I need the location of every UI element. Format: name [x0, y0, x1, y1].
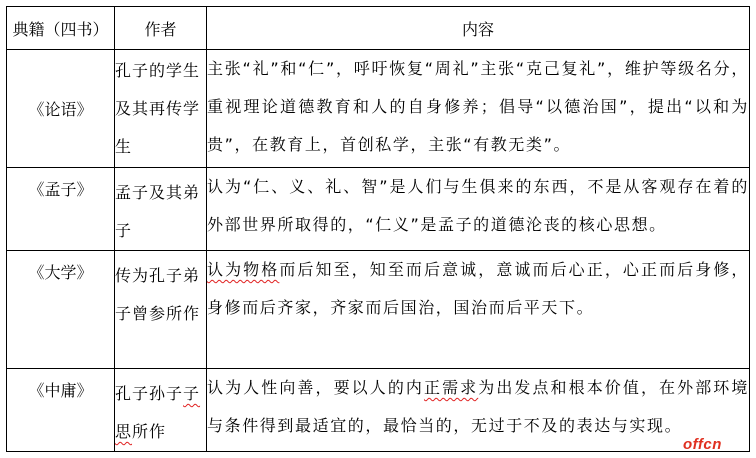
table-row [7, 168, 750, 251]
header-author: 作者 [115, 7, 207, 50]
author-text: 所作 [132, 422, 167, 441]
content-underlined-text: 认为物格 [207, 260, 280, 279]
book-content: 认为“仁、义、礼、智”是人们与生俱来的东西，不是从客观存在着的外部世界所取得的，“仁义”是孟子的道德沦丧的核心思想。 [207, 168, 750, 251]
book-author: 传为孔子弟子曾参所作 [115, 251, 207, 369]
author-underlined-text: 子思 [115, 384, 201, 441]
book-author: 孟子及其弟子 [115, 168, 207, 251]
offcn-watermark: offcn [683, 436, 722, 453]
book-content [207, 369, 750, 452]
book-title: 《大学》 [7, 251, 115, 369]
header-row [7, 7, 750, 50]
content-underlined-text: 正需求 [423, 378, 479, 397]
content-text: 认为人性向善，要以人的内 [207, 378, 424, 397]
table-row [7, 369, 750, 452]
book-author [115, 369, 207, 452]
book-title: 《孟子》 [7, 168, 115, 251]
header-book: 典籍（四书） [7, 7, 115, 50]
table-row [7, 50, 750, 168]
content-text: 而后知至，知至而后意诚，意诚而后心正，心正而后身修，身修而后齐家，齐家而后国治，国治而后平天下。 [207, 260, 749, 317]
book-content [207, 251, 750, 369]
book-content: 主张“礼”和“仁”，呼吁恢复“周礼”主张“克己复礼”，维护等级名分，重视理论道德教育和人的自身修养；倡导“以德治国”，提出“以和为贵”，在教育上，首创私学，主张“有教无类”。 [207, 50, 750, 168]
author-text: 孔子孙子 [115, 384, 184, 403]
book-title: 《中庸》 [7, 369, 115, 452]
table-row [7, 251, 750, 369]
four-books-table [6, 6, 750, 452]
header-content: 内容 [207, 7, 750, 50]
book-author: 孔子的学生及其再传学生 [115, 50, 207, 168]
content-text: 为出发点和根本价值，在外部环境与条件得到最适宜的，最恰当的，无过于不及的表达与实现。 [207, 378, 749, 435]
book-title: 《论语》 [7, 50, 115, 168]
